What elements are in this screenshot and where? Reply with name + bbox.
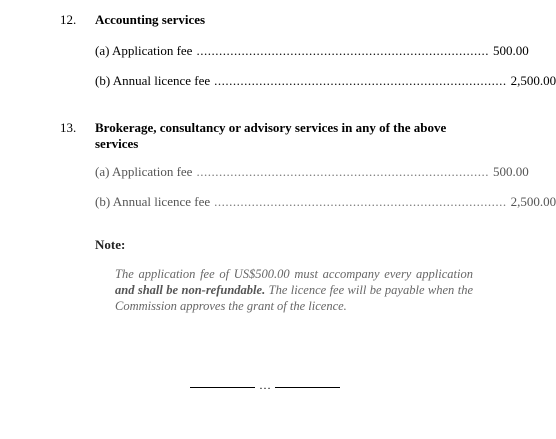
section-13-application-fee-row bbox=[95, 164, 529, 180]
fee-label: (b) Annual licence fee bbox=[95, 73, 211, 88]
section-12-number: 12. bbox=[60, 12, 77, 27]
note-text bbox=[115, 266, 473, 314]
separator-line-right bbox=[275, 387, 340, 388]
fee-label: (b) Annual licence fee bbox=[95, 194, 211, 209]
section-13-title: Brokerage, consultancy or advisory services in any of the above services bbox=[95, 120, 447, 151]
note-text-part2: The licence fee will be payable when the Commission approves the grant of the licence. bbox=[115, 283, 473, 313]
separator-line-left bbox=[190, 387, 255, 388]
note-text-part1: The application fee of US$500.00 must accompany every application bbox=[115, 267, 473, 281]
leader-dots: .............................................................................. bbox=[196, 43, 489, 58]
note-text-bold: and shall be non-refundable. bbox=[115, 283, 266, 297]
fee-amount: 2,500.00 bbox=[510, 194, 556, 209]
fee-amount: 2,500.00 bbox=[510, 73, 556, 88]
section-13-number: 13. bbox=[60, 120, 77, 135]
section-12-application-fee-row bbox=[95, 43, 529, 59]
fee-label: (a) Application fee bbox=[95, 164, 193, 179]
leader-dots: .............................................................................. bbox=[196, 164, 489, 179]
fee-amount: 500.00 bbox=[492, 43, 529, 58]
separator-ellipsis: … bbox=[259, 378, 271, 392]
leader-dots: .............................................................................. bbox=[214, 73, 507, 88]
section-12-title: Accounting services bbox=[95, 12, 206, 27]
fee-label: (a) Application fee bbox=[95, 43, 193, 58]
section-13-annual-fee-row bbox=[95, 194, 556, 210]
leader-dots: .............................................................................. bbox=[214, 194, 507, 209]
end-separator bbox=[190, 378, 340, 390]
note-label: Note: bbox=[95, 237, 126, 252]
fee-amount: 500.00 bbox=[492, 164, 529, 179]
section-12-annual-fee-row bbox=[95, 73, 556, 89]
